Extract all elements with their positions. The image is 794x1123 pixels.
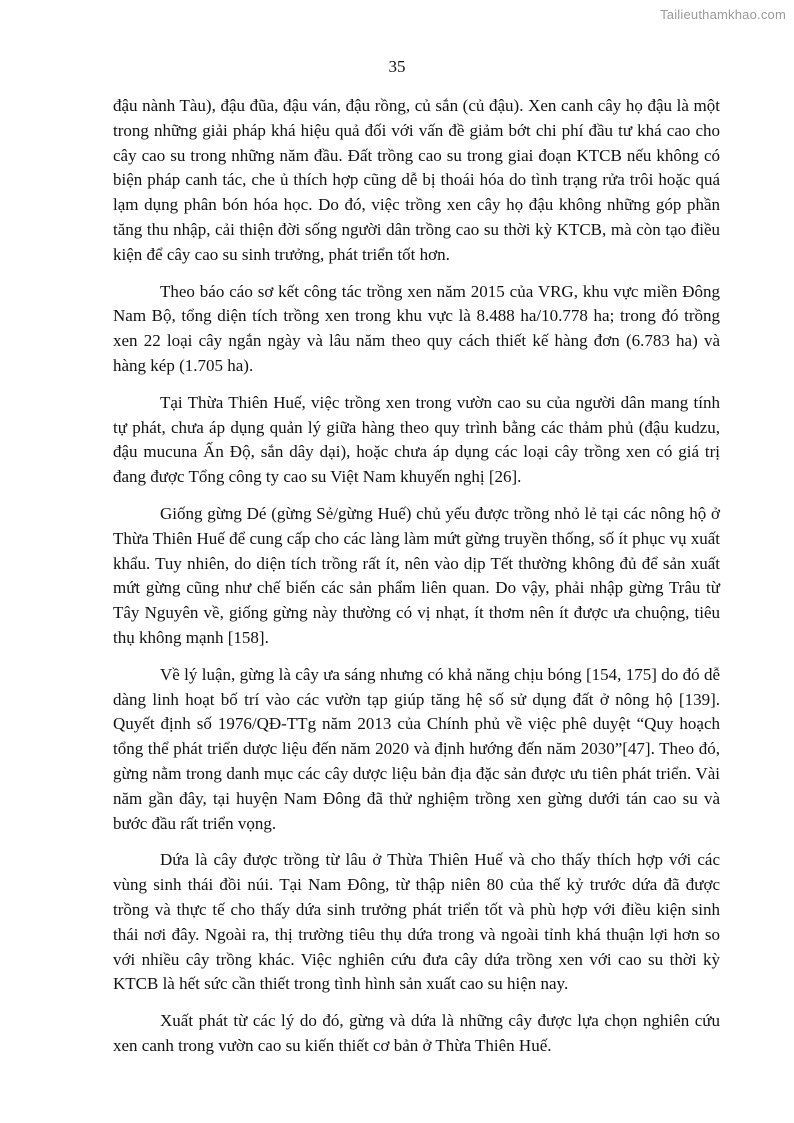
document-body (113, 94, 720, 1071)
paragraph-pineapple: Dứa là cây được trồng từ lâu ở Thừa Thiên Huế và cho thấy thích hợp với các vùng sinh thái đồi núi. Tại Nam Đông, từ thập niên 80 của thế kỷ trước dứa đã được trồng và thực tế cho thấy dứa sinh trưởng phát triển tốt và phù hợp với điều kiện sinh thái nơi đây. Ngoài ra, thị trường tiêu thụ dứa trong và ngoài tỉnh khá thuận lợi hơn so với nhiều cây trồng khác. Việc nghiên cứu đưa cây dứa trồng xen với cao su thời kỳ KTCB là hết sức cần thiết trong tình hình sản xuất cao su hiện nay. (113, 850, 720, 994)
paragraph-vrg-report: Theo báo cáo sơ kết công tác trồng xen năm 2015 của VRG, khu vực miền Đông Nam Bộ, tổng diện tích trồng xen trong khu vực là 8.488 ha/10.778 ha; trong đó trồng xen 22 loại cây ngắn ngày và lâu năm theo quy cách thiết kế hàng đơn (6.783 ha) và hàng kép (1.705 ha). (113, 281, 720, 375)
paragraph-continued: đậu nành Tàu), đậu đũa, đậu ván, đậu rồng, củ sắn (củ đậu). Xen canh cây họ đậu là một trong những giải pháp khá hiệu quả đối với vấn đề giảm bớt chi phí đầu tư khá cao cho cây cao su trong những năm đầu. Đất trồng cao su trong giai đoạn KTCB nếu không có biện pháp canh tác, che ủ thích hợp cũng dễ bị thoái hóa do tình trạng rửa trôi hoặc quá lạm dụng phân bón hóa học. Do đó, việc trồng xen cây họ đậu không những góp phần tăng thu nhập, cải thiện đời sống người dân trồng cao su thời kỳ KTCB, mà còn tạo điều kiện để cây cao su sinh trưởng, phát triển tốt hơn. (113, 96, 720, 264)
watermark: Tailieuthamkhao.com (660, 7, 786, 22)
paragraph-ginger-theory: Về lý luận, gừng là cây ưa sáng nhưng có khả năng chịu bóng [154, 175] do đó dễ dàng linh hoạt bố trí vào các vườn tạp giúp tăng hệ số sử dụng đất ở nông hộ [139]. Quyết định số 1976/QĐ-TTg năm 2013 của Chính phủ về việc phê duyệt “Quy hoạch tổng thể phát triển dược liệu đến năm 2020 và định hướng đến năm 2030”[47]. Theo đó, gừng nằm trong danh mục các cây dược liệu bản địa đặc sản được ưu tiên phát triển. Vài năm gần đây, tại huyện Nam Đông đã thử nghiệm trồng xen gừng dưới tán cao su và bước đầu rất triển vọng. (113, 664, 720, 833)
paragraph-conclusion: Xuất phát từ các lý do đó, gừng và dứa là những cây được lựa chọn nghiên cứu xen canh trong vườn cao su kiến thiết cơ bản ở Thừa Thiên Huế. (113, 1011, 720, 1055)
page-number: 35 (388, 57, 406, 76)
paragraph-ginger-variety: Giống gừng Dé (gừng Sẻ/gừng Huế) chủ yếu được trồng nhỏ lẻ tại các nông hộ ở Thừa Thiên Huế để cung cấp cho các làng làm mứt gừng truyền thống, số ít phục vụ xuất khẩu. Tuy nhiên, do diện tích trồng rất ít, nên vào dịp Tết thường không đủ để sản xuất mứt gừng cũng như chế biến các sản phẩm liên quan. Do vậy, phải nhập gừng Trâu từ Tây Nguyên về, giống gừng này thường có vị nhạt, ít thơm nên ít được ưa chuộng, tiêu thụ không mạnh [158]. (113, 503, 720, 647)
paragraph-thua-thien-hue: Tại Thừa Thiên Huế, việc trồng xen trong vườn cao su của người dân mang tính tự phát, chưa áp dụng quản lý giữa hàng theo quy trình bằng các thảm phủ (đậu kudzu, đậu mucuna Ấn Độ, sắn dây dại), hoặc chưa áp dụng các loại cây trồng xen có giá trị đang được Tổng công ty cao su Việt Nam khuyến nghị [26]. (113, 392, 720, 487)
